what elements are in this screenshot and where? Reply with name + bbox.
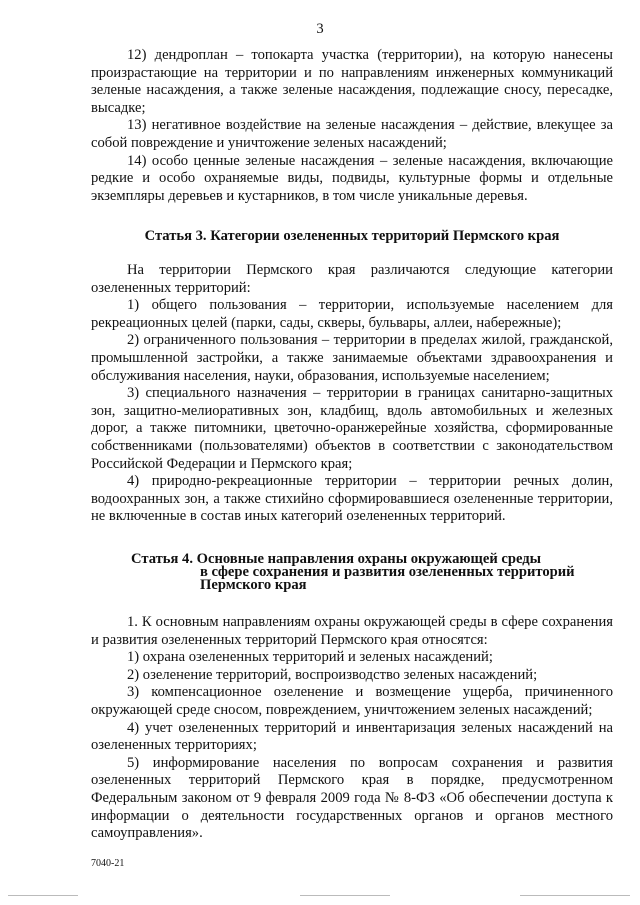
article-4-intro: 1. К основным направлениям охраны окружающей среды в сфере сохранения и развития озелененных территорий Пермского края относятся: <box>91 614 613 648</box>
scan-edge-mark-left <box>8 895 78 896</box>
article-4-item-5: 5) информирование населения по вопросам сохранения и развития озелененных территорий Пермского края в порядке, предусмотренном Федеральным законом от 9 февраля 2009 года № 8-ФЗ «Об обеспечении доступа к информации о деятельности государственных органов и органов местного самоуправления». <box>91 754 613 842</box>
article-3-heading <box>91 228 613 246</box>
article-3-item-4: 4) природно-рекреационные территории – территории речных долин, водоохранных зон, а также стихийно сформировавшиеся озелененные территории, не включенные в состав иных категорий озелененных территорий. <box>91 473 613 525</box>
scan-edge-mark-right <box>520 895 630 896</box>
document-code: 7040-21 <box>91 858 125 869</box>
article-4-item-2: 2) озеленение территорий, воспроизводство зеленых насаждений; <box>127 666 538 683</box>
article-4-title-line-1: Статья 4. Основные направления охраны окружающей среды <box>131 551 542 567</box>
definition-14: 14) особо ценные зеленые насаждения – зеленые насаждения, включающие редкие и особо охраняемые виды, подвиды, культурные формы и отдельные экземпляры деревьев и кустарников, в том числе уникальные деревья. <box>91 152 613 204</box>
article-3-item-3: 3) специального назначения – территории в границах санитарно-защитных зон, защитно-мелиоративных зон, кладбищ, вдоль автомобильных и железных дорог, а также питомники, цветочно-оранжерейные хозяйства, сформированные собственниками (пользователями) объектов в соответствии с законодательством Российской Федерации и Пермского края; <box>91 385 613 472</box>
article-4-item-3: 3) компенсационное озеленение и возмещение ущерба, причиненного окружающей среде сносом, повреждением, уничтожением зеленых насаждений; <box>91 684 613 718</box>
article-4-title <box>91 553 613 592</box>
article-4-heading <box>91 553 613 592</box>
definitions-list <box>91 47 613 205</box>
definition-13: 13) негативное воздействие на зеленые насаждения – действие, влекущее за собой повреждение и уничтожение зеленых насаждений; <box>91 117 613 151</box>
article-3-body <box>91 262 613 526</box>
article-4-item-4: 4) учет озелененных территорий и инвентаризация зеленых насаждений на озелененных территориях; <box>91 719 613 754</box>
article-3-intro: На территории Пермского края различаются следующие категории озелененных территорий: <box>91 262 613 296</box>
page-number: 3 <box>316 21 324 37</box>
article-4-title-line-2: в сфере сохранения и развития озелененных территорий <box>200 564 575 580</box>
scan-edge-mark-center <box>300 895 390 896</box>
article-4-title-line-3: Пермского края <box>200 577 307 593</box>
article-3-item-1: 1) общего пользования – территории, используемые населением для рекреационных целей (парки, сады, скверы, бульвары, аллеи, набережные); <box>91 297 613 331</box>
article-3-title: Статья 3. Категории озелененных территорий Пермского края <box>144 228 560 244</box>
article-4-item-1: 1) охрана озелененных территорий и зеленых насаждений; <box>127 649 493 666</box>
definition-12: 12) дендроплан – топокарта участка (территории), на которую нанесены произрастающие на территории и по направлениям инженерных коммуникаций зеленые насаждения, а также зеленые насаждения, подлежащие сносу, пересадке, высадке; <box>91 47 613 116</box>
article-3-item-2: 2) ограниченного пользования – территории в пределах жилой, гражданской, промышленной застройки, а также занимаемые объектами здравоохранения и обслуживания населения, науки, образования, используемые населением; <box>91 332 613 384</box>
article-4-body <box>91 614 613 843</box>
